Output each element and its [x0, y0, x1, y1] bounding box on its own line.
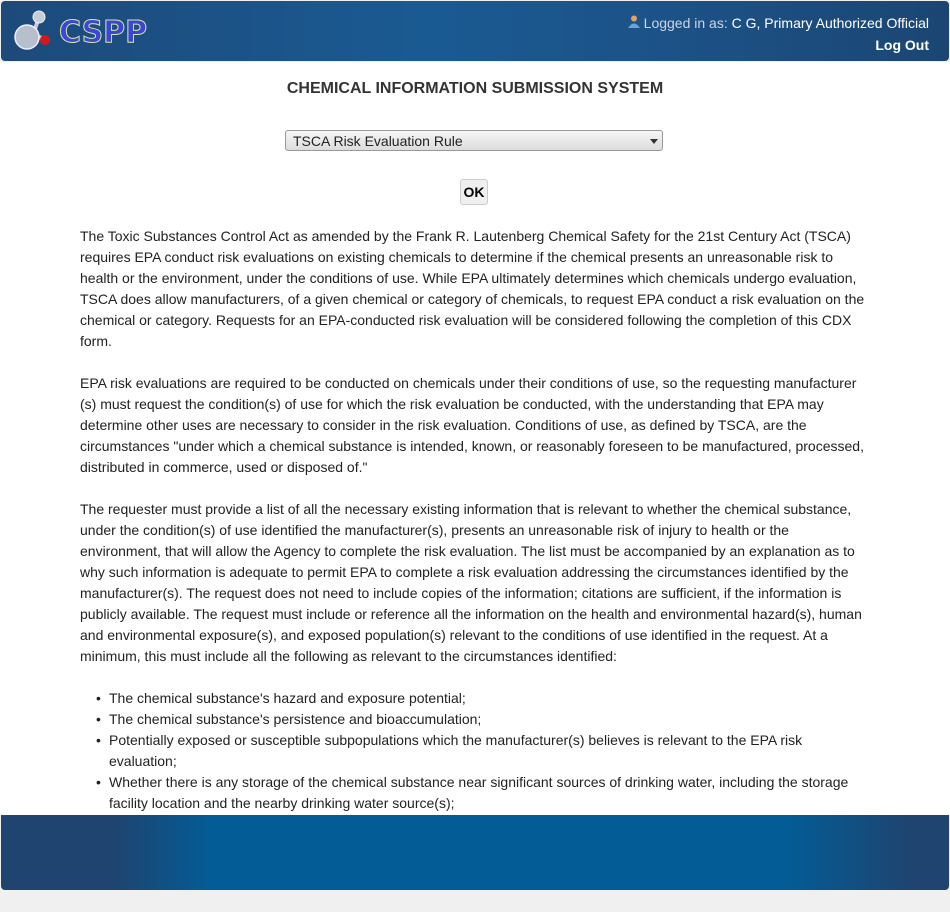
user-icon [628, 15, 640, 27]
description-text [80, 226, 872, 814]
molecule-icon [13, 9, 57, 53]
select-value: TSCA Risk Evaluation Rule [293, 133, 463, 149]
footer-banner [1, 815, 949, 890]
page-title: CHEMICAL INFORMATION SUBMISSION SYSTEM [286, 80, 664, 97]
login-status [628, 15, 929, 31]
paragraph: EPA risk evaluations are required to be conducted on chemicals under their conditions of use, so the requesting manufacturer (s) must request the condition(s) of use for which the risk evaluation be conducted, with the understanding that EPA may determine other uses are necessary to consider in the risk evaluation. Conditions of use, as defined by TSCA, are the circumstances "under which a chemical substance is intended, known, or reasonably foreseen to be manufactured, processed, distributed in commerce, used or disposed of." [80, 375, 864, 475]
program-select[interactable] [285, 130, 663, 151]
list-item: • The chemical substance's hazard and exposure potential; [109, 688, 872, 709]
list-item: • The chemical substance's persistence and bioaccumulation; [109, 709, 872, 730]
requirements-list [80, 688, 872, 814]
paragraph: The requester must provide a list of all the necessary existing information that is relevant to whether the chemical substance, under the condition(s) of use identified the manufacturer(s), presents an unreasonable risk of injury to health or the environment, that will allow the Agency to complete the risk evaluation. The list must be accompanied by an explanation as to why such information is adequate to permit EPA to complete a risk evaluation addressing the circumstances identified by the manufacturer(s). The request does not need to include copies of the information; citations are sufficient, if the information is publicly available. The request must include or reference all the information on the health and environmental hazard(s), human and environmental exposure(s), and exposed population(s) relevant to the conditions of use identified in the request. At a minimum, this must include all the following as relevant to the circumstances identified: [80, 501, 862, 664]
ok-button[interactable]: OK [460, 179, 488, 205]
paragraph: The Toxic Substances Control Act as amended by the Frank R. Lautenberg Chemical Safety for the 21st Century Act (TSCA) requires EPA conduct risk evaluations on existing chemicals to determine if the chemical presents an unreasonable risk to health or the environment, under the conditions of use. While EPA ultimately determines which chemicals undergo evaluation, TSCA does allow manufacturers, of a given chemical or category of chemicals, to request EPA conduct a risk evaluation on the chemical or category. Requests for an EPA-conducted risk evaluation will be considered following the completion of this CDX form. [80, 228, 865, 349]
cspp-logo[interactable] [13, 9, 153, 55]
list-item: • Whether there is any storage of the chemical substance near significant sources of drinking water, including the storage facility location and the nearby drinking water source(s); [109, 772, 872, 814]
user-name: C G, Primary Authorized Official [731, 15, 929, 31]
logout-link[interactable]: Log Out [875, 37, 929, 53]
main-content [0, 62, 950, 815]
header-banner [1, 1, 949, 61]
list-item: • Potentially exposed or susceptible subpopulations which the manufacturer(s) believes is relevant to the EPA risk evaluation; [109, 730, 872, 772]
chevron-down-icon [650, 139, 658, 144]
logo-text: CSPP [59, 15, 148, 50]
logged-in-label: Logged in as: [643, 15, 728, 31]
